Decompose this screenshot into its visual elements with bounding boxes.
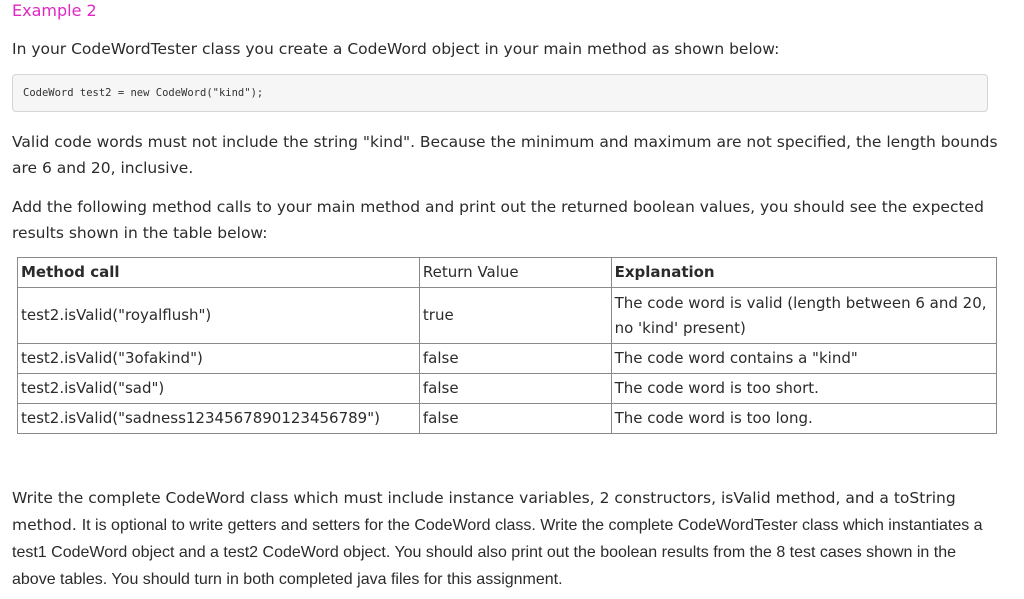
table-row: [18, 344, 997, 374]
explanation-cell: The code word contains a "kind": [611, 344, 996, 374]
return-value-cell: false: [419, 374, 611, 404]
method-call-cell: test2.isValid("3ofakind"): [18, 344, 420, 374]
table-header-row: [18, 258, 997, 288]
table-row: [18, 288, 997, 344]
code-block: [12, 74, 988, 112]
assignment-paragraph: [12, 485, 1002, 593]
instructions-paragraph: Add the following method calls to your main method and print out the returned boolean values, you should see the expected results shown in the table below:: [12, 198, 984, 242]
code-line: CodeWord test2 = new CodeWord("kind");: [23, 87, 264, 99]
header-explanation: Explanation: [611, 258, 996, 288]
explanation-cell: The code word is valid (length between 6 and 20, no 'kind' present): [611, 288, 996, 344]
results-table: [17, 257, 997, 434]
return-value-cell: false: [419, 344, 611, 374]
explanation-cell: The code word is too long.: [611, 404, 996, 434]
header-return-value: Return Value: [419, 258, 611, 288]
return-value-cell: false: [419, 404, 611, 434]
table-row: [18, 374, 997, 404]
assignment-text-part2: It is optional to write getters and setters for the CodeWord class. Write the complete CodeWordTester class which instantiates a test1 CodeWord object and a test2 CodeWord object. You should also print out the boolean results from the 8 test cases shown in the above tables. You should turn in both completed java files for this assignment.: [12, 517, 983, 588]
assignment-text-part1: Write the complete CodeWord class which must include instance variables, 2 constructors, isValid method, and a toString method.: [12, 489, 956, 534]
method-call-cell: test2.isValid("sad"): [18, 374, 420, 404]
validity-paragraph: Valid code words must not include the string "kind". Because the minimum and maximum are not specified, the length bounds are 6 and 20, inclusive.: [12, 133, 998, 177]
method-call-cell: test2.isValid("sadness1234567890123456789"): [18, 404, 420, 434]
explanation-cell: The code word is too short.: [611, 374, 996, 404]
example-heading: Example 2: [12, 1, 97, 20]
method-call-cell: test2.isValid("royalflush"): [18, 288, 420, 344]
return-value-cell: true: [419, 288, 611, 344]
intro-text: In your CodeWordTester class you create a CodeWord object in your main method as shown below:: [12, 40, 780, 58]
table-row: [18, 404, 997, 434]
header-method-call: Method call: [18, 258, 420, 288]
